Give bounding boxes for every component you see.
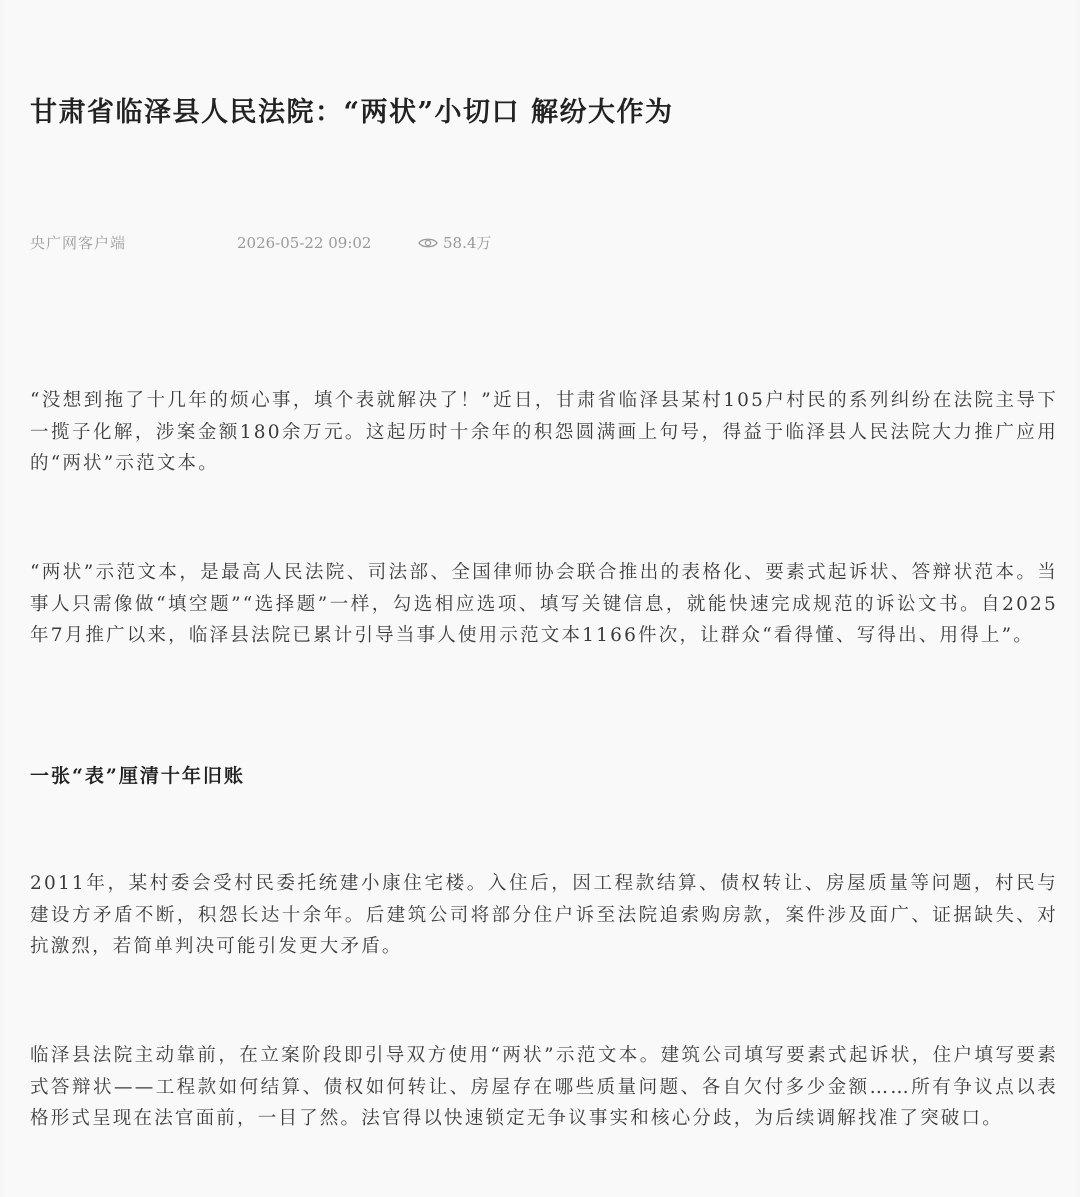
article-page xyxy=(4,0,1076,1197)
section-heading: 一张“表”厘清十年旧账 xyxy=(30,765,245,787)
eye-icon xyxy=(418,236,438,250)
publish-time: 2026-05-22 09:02 xyxy=(237,234,372,252)
view-count-value: 58.4万 xyxy=(443,234,492,252)
article-paragraph: “没想到拖了十几年的烦心事，填个表就解决了！”近日，甘肃省临泽县某村105户村民的系列纠纷在法院主导下一揽子化解，涉案金额180余万元。这起历时十余年的积怨圆满画上句号，得益于临泽县人民法院大力推广应用的“两状”示范文本。 xyxy=(30,390,1058,474)
article-paragraph: 2011年，某村委会受村民委托统建小康住宅楼。入住后，因工程款结算、债权转让、房屋质量等问题，村民与建设方矛盾不断，积怨长达十余年。后建筑公司将部分住户诉至法院追索购房款，案件涉及面广、证据缺失、对抗激烈，若简单判决可能引发更大矛盾。 xyxy=(30,873,1058,957)
article-paragraph: “两状”示范文本，是最高人民法院、司法部、全国律师协会联合推出的表格化、要素式起诉状、答辩状范本。当事人只需像做“填空题”“选择题”一样，勾选相应选项、填写关键信息，就能快速完成规范的诉讼文书。自2025年7月推广以来，临泽县法院已累计引导当事人使用示范文本1166件次，让群众“看得懂、写得出、用得上”。 xyxy=(30,562,1058,646)
article-meta xyxy=(30,230,1050,256)
article-title: 甘肃省临泽县人民法院：“两状”小切口 解纷大作为 xyxy=(30,97,674,128)
view-count xyxy=(418,230,491,256)
article-source[interactable]: 央广网客户端 xyxy=(30,234,127,252)
article-paragraph: 临泽县法院主动靠前，在立案阶段即引导双方使用“两状”示范文本。建筑公司填写要素式起诉状，住户填写要素式答辩状——工程款如何结算、债权如何转让、房屋存在哪些质量问题、各自欠付多少金额……所有争议点以表格形式呈现在法官面前，一目了然。法官得以快速锁定无争议事实和核心分歧，为后续调解找准了突破口。 xyxy=(30,1045,1058,1129)
